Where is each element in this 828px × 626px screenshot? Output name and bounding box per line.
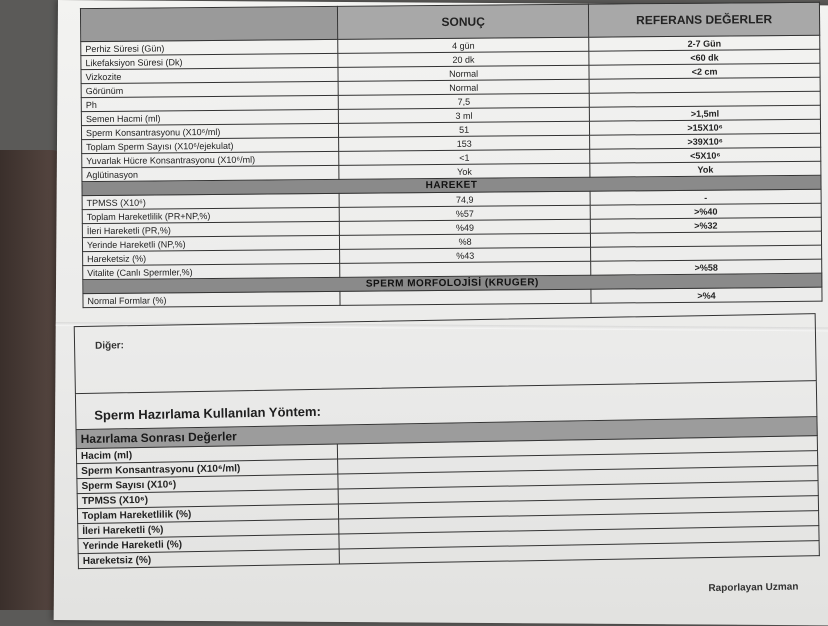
row-label: Sperm Konsantrasyonu (X10⁶/ml) <box>81 123 338 139</box>
post-preparation-table <box>76 416 820 569</box>
row-value: %8 <box>340 233 591 249</box>
row-reference: <60 dk <box>589 49 820 65</box>
signer-label: Raporlayan Uzman <box>708 581 799 595</box>
row-reference: >%32 <box>590 217 821 233</box>
row-reference: <5X10⁶ <box>590 147 821 163</box>
row-label: TPMSS (X10⁶) <box>77 489 338 509</box>
row-reference: >%58 <box>591 259 822 275</box>
row-label: Yerinde Hareketli (NP,%) <box>82 235 339 251</box>
report-paper <box>54 0 828 626</box>
semen-analysis-table <box>80 2 823 308</box>
other-label: Diğer: <box>94 340 125 352</box>
row-value: %43 <box>340 247 591 263</box>
row-label: İleri Hareketli (PR,%) <box>82 221 339 237</box>
row-reference: >39X10⁶ <box>590 133 821 149</box>
header-reference: REFERANS DEĞERLER <box>589 2 820 37</box>
row-label: Vizkozite <box>81 67 338 83</box>
row-value <box>340 289 591 305</box>
row-reference: Yok <box>590 161 821 177</box>
row-value: Normal <box>338 79 589 95</box>
row-label: Aglütinasyon <box>82 165 339 181</box>
motility-title: HAREKET <box>82 175 821 195</box>
row-label: İleri Hareketli (%) <box>78 519 339 539</box>
row-reference: - <box>590 189 821 205</box>
row-value: %57 <box>339 205 590 221</box>
row-label: Toplam Sperm Sayısı (X10⁶/ejekulat) <box>82 137 339 153</box>
row-value: 51 <box>339 121 590 137</box>
row-label: Toplam Hareketlilik (%) <box>77 504 338 524</box>
row-value: 4 gün <box>338 37 589 53</box>
row-reference: >1,5ml <box>589 105 820 121</box>
morphology-title: SPERM MORFOLOJİSİ (KRUGER) <box>83 273 822 293</box>
other-notes-box <box>74 313 817 394</box>
method-title: Sperm Hazırlama Kullanılan Yöntem: <box>75 381 817 429</box>
header-blank <box>80 6 337 41</box>
row-label: Likefaksiyon Süresi (Dk) <box>81 53 338 69</box>
row-label: Ph <box>81 95 338 111</box>
row-label: Yuvarlak Hücre Konsantrasyonu (X10⁶/ml) <box>82 151 339 167</box>
row-value: Normal <box>338 65 589 81</box>
row-label: Normal Formlar (%) <box>83 291 340 307</box>
row-value: Yok <box>339 163 590 179</box>
row-label: Vitalite (Canlı Spermler,%) <box>83 263 340 279</box>
preparation-sheet <box>74 313 820 595</box>
row-label: Sperm Sayısı (X10⁶) <box>77 474 338 494</box>
row-reference: <2 cm <box>589 63 820 79</box>
row-label: Görünüm <box>81 81 338 97</box>
semen-analysis-sheet <box>80 2 823 308</box>
row-reference: 2-7 Gün <box>589 35 820 51</box>
row-label: Hacim (ml) <box>76 444 337 464</box>
row-value: 3 ml <box>338 107 589 123</box>
row-label: Sperm Konsantrasyonu (X10⁶/ml) <box>77 459 338 479</box>
row-value: 153 <box>339 135 590 151</box>
row-value: 20 dk <box>338 51 589 67</box>
row-label: Hareketsiz (%) <box>78 549 339 569</box>
row-value: 7,5 <box>338 93 589 109</box>
post-header-label: Hazırlama Sonrası Değerler <box>76 417 817 449</box>
row-reference: >%4 <box>591 287 822 303</box>
row-label: Perhiz Süresi (Gün) <box>81 39 338 55</box>
row-value: %49 <box>339 219 590 235</box>
row-label: Yerinde Hareketli (%) <box>78 534 339 554</box>
row-reference: >%40 <box>590 203 821 219</box>
row-value: 74,9 <box>339 191 590 207</box>
row-label: Toplam Hareketlilik (PR+NP,%) <box>82 207 339 223</box>
row-label: Hareketsiz (%) <box>83 249 340 265</box>
header-result: SONUÇ <box>338 4 589 39</box>
row-label: Semen Hacmi (ml) <box>81 109 338 125</box>
row-label: TPMSS (X10⁶) <box>82 193 339 209</box>
row-reference: >15X10⁶ <box>590 119 821 135</box>
row-value: <1 <box>339 149 590 165</box>
